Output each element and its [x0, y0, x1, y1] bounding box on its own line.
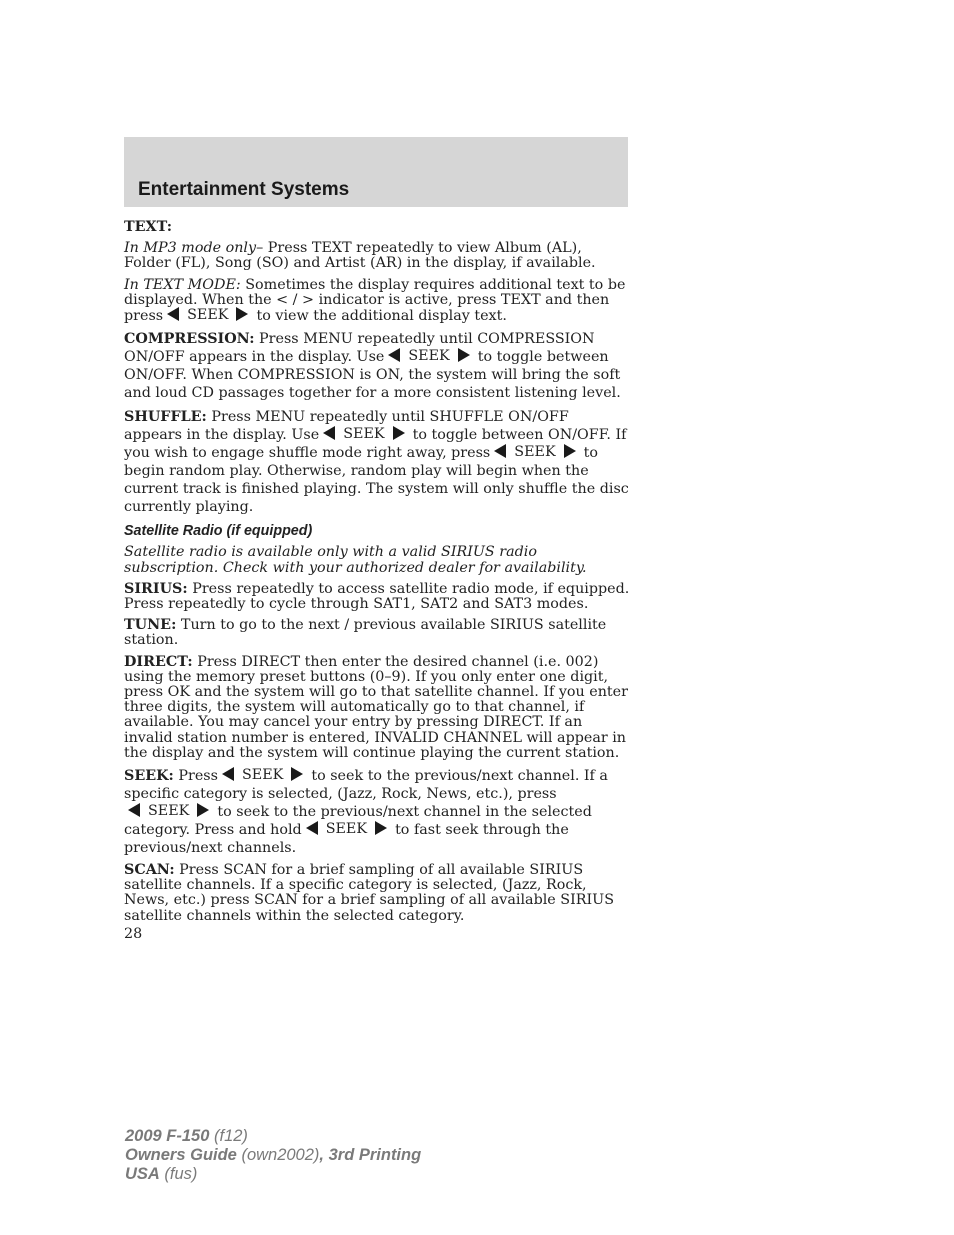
compression-label: COMPRESSION: — [124, 331, 255, 348]
direct-body: Press DIRECT then enter the desired channel (i.e. 002) using the memory preset buttons (0–9). If you only enter one digit, press OK and the system will go to that satellite channel. If you enter three digits, the system will automatically go to that channel, if available. You may cancel your entry by pressing DIRECT. If an invalid station number is entered, INVALID CHANNEL will appear in the display and the system will continue playing the current station. — [124, 653, 628, 761]
page-number: 28 — [124, 926, 143, 942]
text-heading — [124, 220, 630, 235]
shuffle-label: SHUFFLE: — [124, 409, 207, 426]
section-title: Entertainment Systems — [138, 179, 350, 200]
seek-left-arrow-icon — [494, 444, 506, 458]
seek-control — [388, 347, 469, 365]
shuffle-body-2: to toggle between ON/OFF. If you wish to engage shuffle mode right away, press — [124, 427, 627, 462]
textmode-paragraph — [124, 278, 630, 325]
compression-paragraph — [124, 330, 630, 402]
footer-region: USA — [125, 1165, 160, 1183]
mp3-paragraph — [124, 241, 630, 271]
seek-right-arrow-icon — [236, 307, 248, 321]
seek-body-3: to seek to the previous/next channel in the selected category. Press and hold — [124, 804, 592, 839]
seek-control — [323, 425, 404, 443]
seek-left-arrow-icon — [388, 348, 400, 362]
tune-paragraph — [124, 618, 630, 648]
seek-left-arrow-icon — [222, 767, 234, 781]
seek-control — [128, 802, 209, 820]
scan-label: SCAN: — [124, 862, 175, 879]
satellite-heading: Satellite Radio (if equipped) — [124, 523, 313, 540]
seek-right-arrow-icon — [393, 426, 405, 440]
footer-printing: , 3rd Printing — [319, 1146, 422, 1164]
footer-line-2 — [125, 1146, 421, 1165]
direct-label: DIRECT: — [124, 653, 193, 670]
textmode-body-1: Sometimes the display requires additional text to be displayed. When the < / > indicator is active, press TEXT and then press — [124, 276, 626, 325]
seek-left-arrow-icon — [167, 307, 179, 321]
seek-label: SEEK — [325, 821, 368, 838]
sirius-body: Press repeatedly to access satellite radio mode, if equipped. Press repeatedly to cycle through SAT1, SAT2 and SAT3 modes. — [124, 580, 630, 613]
footer-line-1 — [125, 1127, 421, 1146]
shuffle-body-1: Press MENU repeatedly until SHUFFLE ON/OFF appears in the display. Use — [124, 409, 569, 444]
seek-label: SEEK — [187, 307, 229, 324]
scan-paragraph — [124, 863, 630, 924]
seek-right-arrow-icon — [197, 803, 209, 817]
scan-body: Press SCAN for a brief sampling of all available SIRIUS satellite channels. If a specific category is selected, (Jazz, Rock, News, etc.) press SCAN for a brief sampling of all available SIRIUS satellite channels within the selected category. — [124, 862, 614, 924]
seek-right-arrow-icon — [564, 444, 576, 458]
seek-control — [167, 307, 248, 323]
footer-code: (f12) — [209, 1127, 248, 1145]
section-header-band — [124, 137, 628, 207]
seek-left-arrow-icon — [323, 426, 335, 440]
seek-right-arrow-icon — [291, 767, 303, 781]
seek-body-4: to fast seek through the previous/next channels. — [124, 822, 569, 857]
seek-label: SEEK — [408, 348, 450, 365]
textmode-italic: In TEXT MODE: — [124, 276, 241, 293]
seek-paragraph — [124, 767, 630, 857]
seek-label: SEEK — [343, 426, 385, 443]
footer-line-3 — [125, 1165, 421, 1184]
footer-region-code: (fus) — [159, 1165, 198, 1183]
seek-right-arrow-icon — [375, 821, 387, 835]
seek-label: SEEK — [514, 444, 556, 461]
seek-control — [306, 820, 387, 838]
direct-paragraph — [124, 655, 630, 761]
seek-left-arrow-icon — [128, 803, 140, 817]
seek-control — [222, 766, 303, 784]
mp3-body: – Press TEXT repeatedly to view Album (AL), Folder (FL), Song (SO) and Artist (AR) in the display, if available. — [124, 240, 596, 272]
text-label: TEXT: — [124, 219, 173, 235]
sirius-label: SIRIUS: — [124, 580, 188, 597]
satellite-note: Satellite radio is available only with a valid SIRIUS radio subscription. Check with your authorized dealer for availability. — [124, 544, 587, 576]
seek-left-arrow-icon — [306, 821, 318, 835]
shuffle-body-3: to begin random play. Otherwise, random play will begin when the current track is finished playing. The system will only shuffle the disc currently playing. — [124, 445, 629, 516]
seek-body-1: Press — [173, 768, 218, 785]
shuffle-paragraph — [124, 408, 630, 516]
sirius-paragraph — [124, 582, 630, 612]
compression-body-2: to toggle between ON/OFF. When COMPRESSION is ON, the system will bring the soft and loud CD passages together for a more consistent listening level. — [124, 349, 621, 402]
seek-body-2: to seek to the previous/next channel. If a specific category is selected, (Jazz, Rock, News, etc.), press — [124, 768, 608, 803]
tune-body: Turn to go to the next / previous available SIRIUS satellite station. — [124, 617, 607, 649]
tune-label: TUNE: — [124, 617, 177, 634]
page-content — [124, 220, 630, 930]
seek-control — [494, 443, 575, 461]
textmode-body-2: to view the additional display text. — [256, 308, 507, 325]
seek-right-arrow-icon — [458, 348, 470, 362]
footer-guide-code: (own2002) — [236, 1146, 320, 1164]
footer-model: 2009 F-150 — [125, 1127, 210, 1145]
footer — [125, 1127, 421, 1184]
mp3-italic: In MP3 mode only — [124, 240, 257, 257]
footer-guide: Owners Guide — [125, 1146, 237, 1164]
compression-body-1: Press MENU repeatedly until COMPRESSION ON/OFF appears in the display. Use — [124, 331, 595, 366]
seek-label: SEEK — [148, 803, 190, 820]
seek-section-label: SEEK: — [124, 768, 174, 785]
seek-label: SEEK — [241, 767, 284, 784]
